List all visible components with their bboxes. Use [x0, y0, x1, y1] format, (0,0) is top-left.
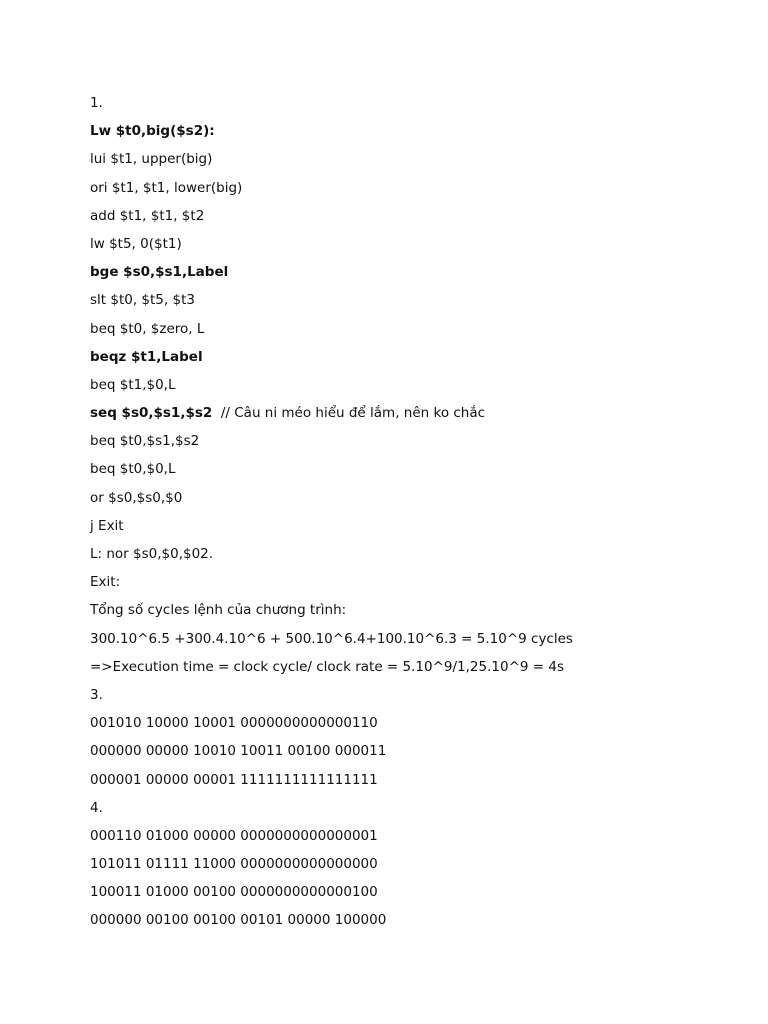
code-line: add $t1, $t1, $t2 — [90, 207, 205, 224]
instruction-heading-lw: Lw $t0,big($s2): — [90, 123, 215, 140]
binary-line: 001010 10000 10001 0000000000000110 — [90, 715, 378, 732]
binary-line: 100011 01000 00100 0000000000000100 — [90, 884, 378, 901]
instruction-heading-beqz: beqz $t1,Label — [90, 348, 203, 365]
binary-line: 101011 01111 11000 0000000000000000 — [90, 856, 378, 873]
binary-line: 000000 00000 10010 10011 00100 000011 — [90, 743, 387, 760]
code-line: beq $t0,$s1,$s2 — [90, 433, 200, 450]
section-number-3: 3. — [90, 686, 103, 703]
code-line: beq $t0, $zero, L — [90, 320, 205, 337]
section-number-1: 1. — [90, 95, 103, 111]
document-body — [90, 89, 730, 935]
seq-comment: // Câu ni méo hiểu để lắm, nên ko chắc — [212, 405, 486, 422]
code-line: Exit: — [90, 574, 121, 591]
code-line: lw $t5, 0($t1) — [90, 235, 182, 252]
binary-line: 000110 01000 00000 0000000000000001 — [90, 827, 378, 844]
code-line: L: nor $s0,$0,$02. — [90, 546, 214, 562]
text-line: Tổng số cycles lệnh của chương trình: — [90, 602, 347, 619]
instruction-heading-bge: bge $s0,$s1,Label — [90, 264, 229, 281]
section-number-4: 4. — [90, 799, 103, 816]
code-line: ori $t1, $t1, lower(big) — [90, 179, 243, 196]
formula-line: =>Execution time = clock cycle/ clock rate = 5.10^9/1,25.10^9 = 4s — [90, 658, 564, 675]
code-line: beq $t1,$0,L — [90, 376, 176, 393]
code-line: or $s0,$s0,$0 — [90, 489, 183, 506]
seq-heading-line — [90, 399, 730, 427]
instruction-heading-seq: seq $s0,$s1,$s2 — [90, 405, 213, 422]
formula-line: 300.10^6.5 +300.4.10^6 + 500.10^6.4+100.10^6.3 = 5.10^9 cycles — [90, 630, 573, 647]
code-line: j Exit — [90, 517, 124, 534]
code-line: slt $t0, $t5, $t3 — [90, 292, 195, 309]
code-line: beq $t0,$0,L — [90, 461, 176, 478]
code-line: lui $t1, upper(big) — [90, 151, 213, 168]
binary-line: 000000 00100 00100 00101 00000 100000 — [90, 912, 387, 929]
binary-line: 000001 00000 00001 1111111111111111 — [90, 771, 378, 788]
